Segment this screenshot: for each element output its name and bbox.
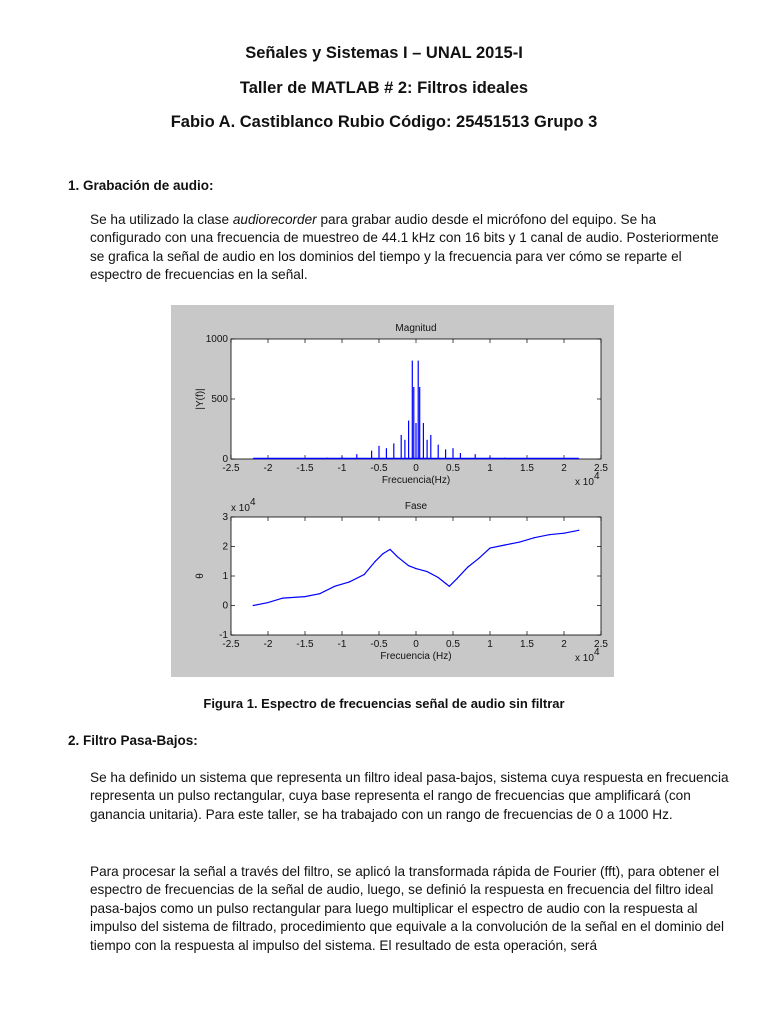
section-2-paragraph-1: Se ha definido un sistema que representa un filtro ideal pasa-bajos, sistema cuya respuesta en frecuencia representa un pulso rectangular, cuya base representa el rango de frecuencias que amplificará (con ganancia unitaria). Para este taller, se ha trabajado con un rango de frecuencias de 0 a 1000 Hz. xyxy=(90,770,729,822)
x-tick-label: 2.5 xyxy=(594,639,608,650)
x-tick-label: 0.5 xyxy=(446,463,460,474)
section-1-heading: 1. Grabación de audio: xyxy=(68,178,214,193)
y-axis-multiplier: x 10 xyxy=(231,503,250,514)
data-point xyxy=(563,533,564,534)
spectrum-figure-svg xyxy=(171,305,614,677)
x-tick-label: -0.5 xyxy=(370,463,388,474)
x-axis-multiplier: x 10 xyxy=(575,477,594,488)
section-2-paragraph-2: Para procesar la señal a través del filtro, se aplicó la transformada rápida de Fourier (fft), para obtener el espectro de frecuencias de la señal de audio, luego, se definió la respuesta en frecuencia del filtro ideal pasa-bajos como un pulso rectangular para luego multiplicar el espectro de audio con la respuesta al impulso del sistema de filtrado, procedimiento que equivale a la convolución de la señal en el dominio del tiempo con la respuesta al impulso del sistema. El resultado de esta operación, será xyxy=(90,864,725,953)
x-tick-label: -1 xyxy=(337,639,347,650)
data-point xyxy=(445,583,446,584)
x-axis-multiplier: x 10 xyxy=(575,653,594,664)
x-axis-label: Frecuencia (Hz) xyxy=(380,651,452,662)
data-point xyxy=(489,547,490,548)
y-tick-label: 1000 xyxy=(205,334,228,345)
figure-1 xyxy=(171,305,614,677)
x-tick-label: -0.5 xyxy=(370,639,388,650)
x-tick-label: 1.5 xyxy=(520,639,534,650)
data-point xyxy=(253,605,254,606)
data-point xyxy=(304,596,305,597)
chart-title: Fase xyxy=(404,501,428,512)
plot-area xyxy=(231,517,601,635)
data-point xyxy=(449,586,450,587)
data-point xyxy=(549,534,550,535)
data-point xyxy=(349,581,350,582)
data-point xyxy=(408,565,409,566)
section-1-paragraph xyxy=(90,211,730,285)
data-point xyxy=(456,578,457,579)
y-tick-label: 2 xyxy=(222,541,228,553)
x-tick-label: -2 xyxy=(263,463,273,474)
magnitude-plot xyxy=(195,323,608,488)
x-tick-label: 0.5 xyxy=(446,639,460,650)
y-tick-label: 500 xyxy=(211,394,228,405)
x-tick-label: -1.5 xyxy=(296,463,314,474)
data-point xyxy=(282,598,283,599)
data-point xyxy=(390,549,391,550)
x-tick-label: 0 xyxy=(413,639,419,650)
x-tick-label: 1.5 xyxy=(520,463,534,474)
x-tick-label: -2.5 xyxy=(222,639,240,650)
y-tick-label: 1 xyxy=(222,571,228,582)
x-tick-label: -2 xyxy=(263,639,273,650)
data-point xyxy=(438,577,439,578)
x-tick-label: 1 xyxy=(487,463,493,474)
y-axis-label: θ xyxy=(195,573,206,579)
document-title: Señales y Sistemas I – UNAL 2015-I xyxy=(245,44,523,62)
paragraph-text: para grabar audio desde el micrófono del equipo. Se ha configurado con una frecuencia de muestreo de 44.1 kHz con 16 bits y 1 canal de audio. Posteriormente se grafica la señal de audio en los dominios del tiempo y la frecuencia para ver cómo se reparte el espectro de frecuencias en la señal. xyxy=(90,212,719,283)
x-tick-label: -1.5 xyxy=(296,639,314,650)
data-point xyxy=(467,567,468,568)
x-tick-label: 2 xyxy=(561,463,567,474)
data-point xyxy=(578,530,579,531)
section-2-heading: 2. Filtro Pasa-Bajos: xyxy=(68,733,198,748)
x-tick-label: 0 xyxy=(413,463,419,474)
data-point xyxy=(319,593,320,594)
x-axis-label: Frecuencia(Hz) xyxy=(381,475,451,486)
data-point xyxy=(397,556,398,557)
x-tick-label: -1 xyxy=(337,463,347,474)
x-tick-label: 2 xyxy=(561,639,567,650)
data-point xyxy=(427,571,428,572)
y-tick-label: -1 xyxy=(219,630,228,641)
class-name-italic: audiorecorder xyxy=(232,212,317,227)
phase-plot xyxy=(195,497,608,664)
data-point xyxy=(364,574,365,575)
data-point xyxy=(478,558,479,559)
x-tick-label: 2.5 xyxy=(594,463,608,474)
x-tick-label: 1 xyxy=(487,639,493,650)
data-point xyxy=(519,541,520,542)
data-point xyxy=(375,561,376,562)
x-tick-label: -2.5 xyxy=(222,463,240,474)
y-axis-label: |Y(f)| xyxy=(195,388,206,410)
data-point xyxy=(267,602,268,603)
document-subtitle: Taller de MATLAB # 2: Filtros ideales xyxy=(239,79,529,97)
y-tick-label: 3 xyxy=(222,512,228,523)
y-tick-label: 0 xyxy=(222,600,228,612)
x-axis-exponent: 4 xyxy=(594,647,600,658)
data-point xyxy=(382,553,383,554)
data-point xyxy=(415,568,416,569)
paragraph-text: Se ha utilizado la clase xyxy=(90,212,233,227)
author-line: Fabio A. Castiblanco Rubio Código: 25451513 Grupo 3 xyxy=(170,113,598,131)
data-point xyxy=(534,537,535,538)
figure-caption: Figura 1. Espectro de frecuencias señal de audio sin filtrar xyxy=(203,696,565,711)
data-point xyxy=(504,544,505,545)
data-point xyxy=(334,586,335,587)
x-axis-exponent: 4 xyxy=(594,471,600,482)
y-tick-label: 0 xyxy=(222,454,228,465)
y-axis-exponent: 4 xyxy=(250,497,256,508)
chart-title: Magnitud xyxy=(395,323,437,334)
